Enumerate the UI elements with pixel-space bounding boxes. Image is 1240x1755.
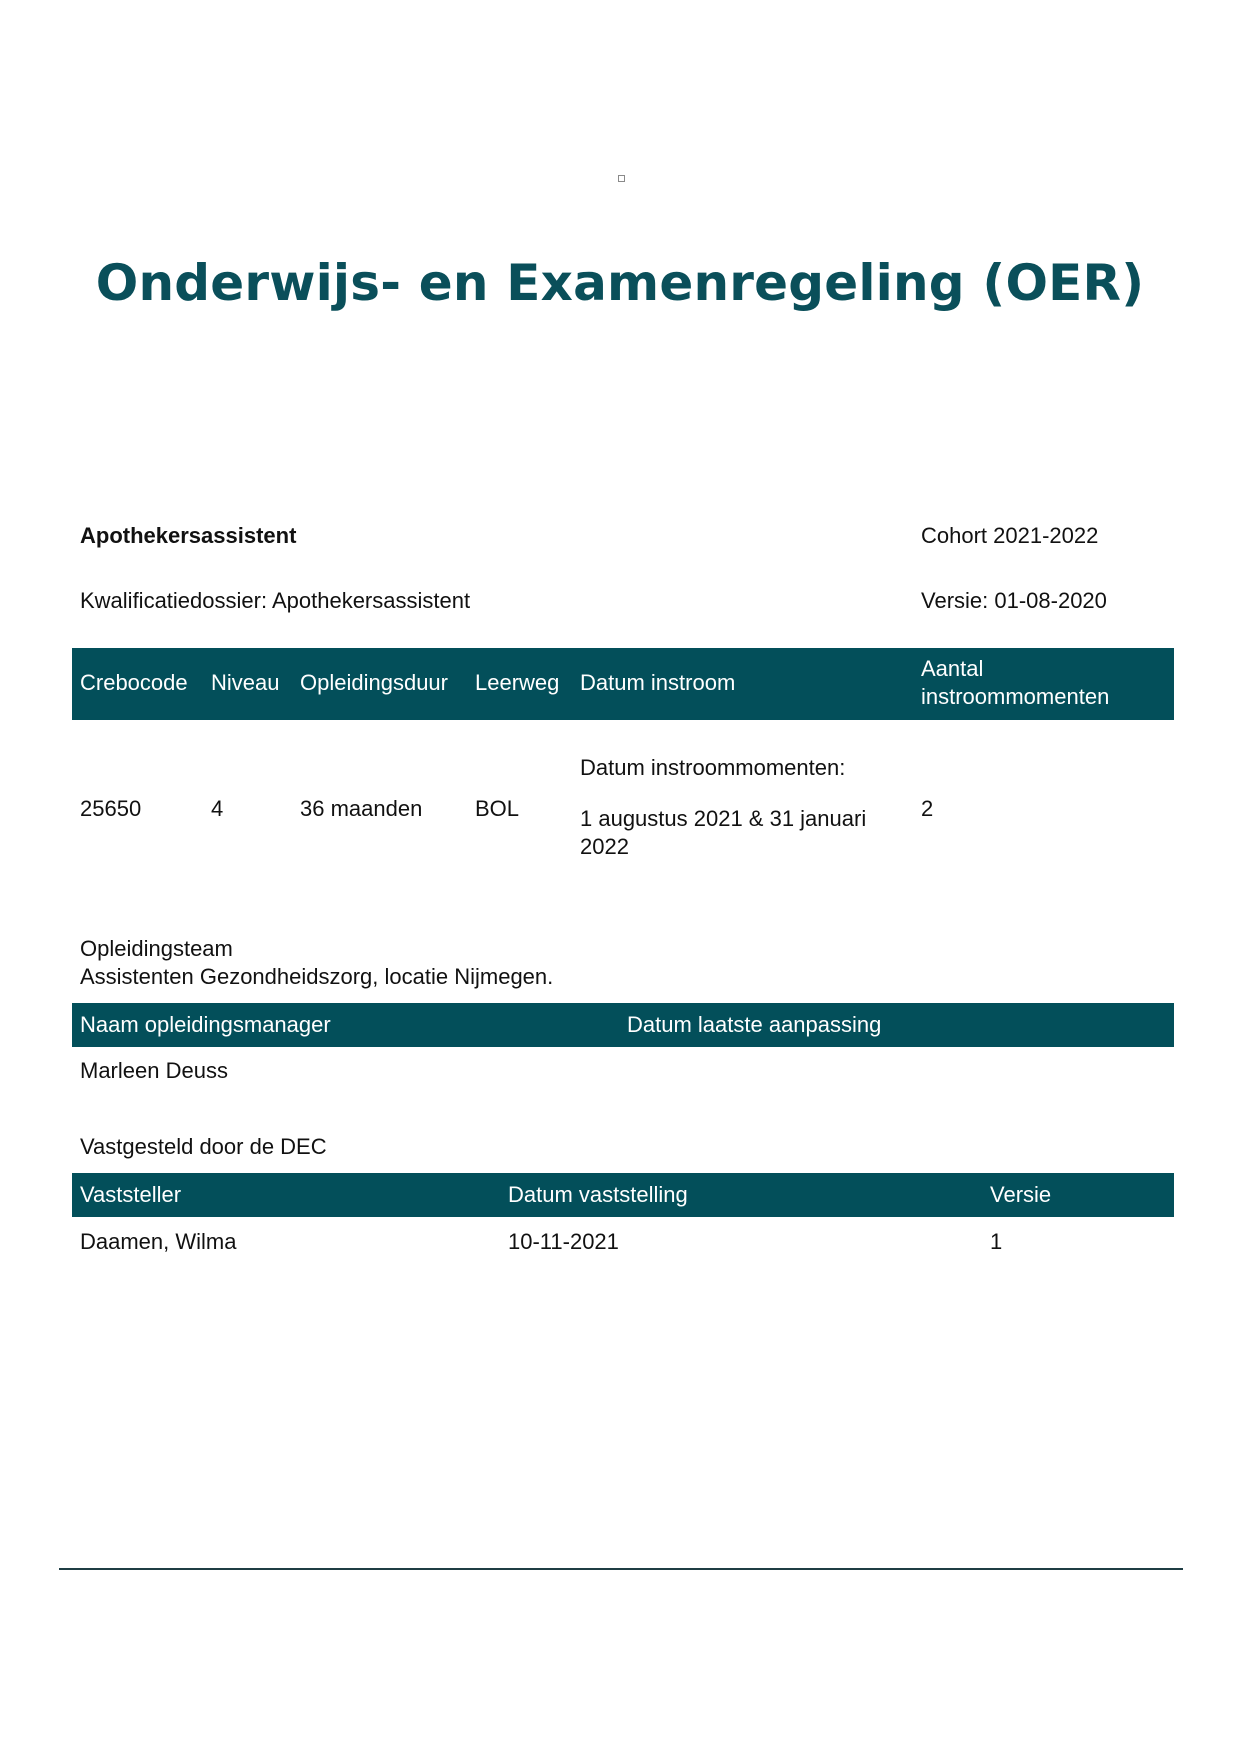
header-crebocode: Crebocode — [80, 670, 188, 695]
table2-header — [72, 1003, 1174, 1047]
table1-row — [72, 720, 1174, 880]
cell-opleidingsmanager: Marleen Deuss — [80, 1058, 228, 1083]
cell-vaststeller: Daamen, Wilma — [80, 1229, 237, 1254]
table3-header — [72, 1173, 1174, 1217]
cell-datum-line2: 2022 — [580, 834, 629, 859]
header-opleidingsduur: Opleidingsduur — [300, 670, 448, 695]
dec-label: Vastgesteld door de DEC — [80, 1134, 327, 1159]
program-name: Apothekersassistent — [80, 523, 297, 548]
header-vaststeller: Vaststeller — [80, 1182, 182, 1207]
header-versie: Versie — [990, 1182, 1052, 1207]
header-aantal-line2: instroommomenten — [921, 684, 1110, 709]
header-aantal-line1: Aantal — [921, 656, 984, 681]
cohort-label: Cohort 2021-2022 — [921, 523, 1099, 548]
opleidingsteam-label: Opleidingsteam — [80, 936, 233, 961]
header-datum-vaststelling: Datum vaststelling — [508, 1182, 688, 1207]
cell-datum-label: Datum instroommomenten: — [580, 755, 846, 780]
kwalificatiedossier-label: Kwalificatiedossier: Apothekersassistent — [80, 588, 471, 613]
table1-header — [72, 648, 1174, 720]
header-datum-laatste-aanpassing: Datum laatste aanpassing — [627, 1012, 882, 1037]
header-leerweg: Leerweg — [475, 670, 560, 695]
cell-niveau: 4 — [211, 796, 224, 821]
header-opleidingsmanager: Naam opleidingsmanager — [80, 1012, 331, 1037]
cell-opleidingsduur: 36 maanden — [300, 796, 423, 821]
versie-label: Versie: 01-08-2020 — [921, 588, 1107, 613]
cell-crebocode: 25650 — [80, 796, 142, 821]
cell-leerweg: BOL — [475, 796, 520, 821]
cell-aantal: 2 — [921, 796, 934, 821]
cell-versie: 1 — [990, 1229, 1003, 1254]
header-datum-instroom: Datum instroom — [580, 670, 736, 695]
document-title: Onderwijs- en Examenregeling (OER) — [95, 254, 1145, 312]
cell-datum-vaststelling: 10-11-2021 — [508, 1229, 619, 1254]
placeholder-image-icon — [618, 175, 625, 182]
opleidingsteam-name: Assistenten Gezondheidszorg, locatie Nijmegen. — [80, 964, 554, 989]
cell-datum-line1: 1 augustus 2021 & 31 januari — [580, 806, 867, 831]
header-niveau: Niveau — [211, 670, 280, 695]
footer-divider — [59, 1568, 1183, 1570]
